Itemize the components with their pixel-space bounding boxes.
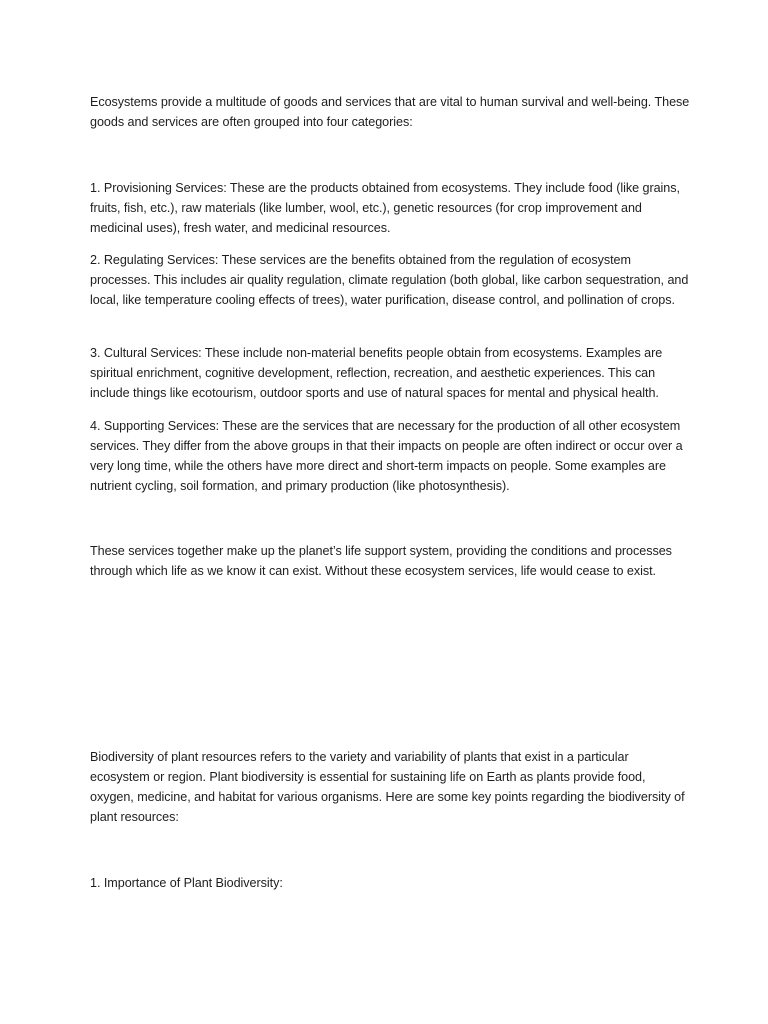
cultural-services-paragraph: 3. Cultural Services: These include non-material benefits people obtain from ecosystems. Examples are spiritual enrichment, cognitive development, reflection, recreation, and aesthetic experiences. This can include things like ecotourism, outdoor sports and use of natural spaces for mental and physical health. <box>90 346 663 400</box>
importance-heading: 1. Importance of Plant Biodiversity: <box>90 876 283 890</box>
intro-paragraph: Ecosystems provide a multitude of goods and services that are vital to human survival and well-being. These goods and services are often grouped into four categories: <box>90 95 690 129</box>
life-support-paragraph: These services together make up the planet’s life support system, providing the conditions and processes through which life as we know it can exist. Without these ecosystem services, life would cease to exist. <box>90 544 672 578</box>
provisioning-services-paragraph: 1. Provisioning Services: These are the products obtained from ecosystems. They include food (like grains, fruits, fish, etc.), raw materials (like lumber, wool, etc.), genetic resources (for crop improvement and medicinal uses), fresh water, and medicinal resources. <box>90 181 680 235</box>
regulating-services-paragraph: 2. Regulating Services: These services are the benefits obtained from the regulation of ecosystem processes. This includes air quality regulation, climate regulation (both global, like carbon sequestration, and local, like temperature cooling effects of trees), water purification, disease control, and pollination of crops. <box>90 253 689 307</box>
supporting-services-paragraph: 4. Supporting Services: These are the services that are necessary for the production of all other ecosystem services. They differ from the above groups in that their impacts on people are often indirect or occur over a very long time, while the others have more direct and short-term impacts on people. Some examples are nutrient cycling, soil formation, and primary production (like photosynthesis). <box>90 419 683 493</box>
plant-biodiversity-paragraph: Biodiversity of plant resources refers to the variety and variability of plants that exist in a particular ecosystem or region. Plant biodiversity is essential for sustaining life on Earth as plants provide food, oxygen, medicine, and habitat for various organisms. Here are some key points regarding the biodiversity of plant resources: <box>90 750 685 824</box>
